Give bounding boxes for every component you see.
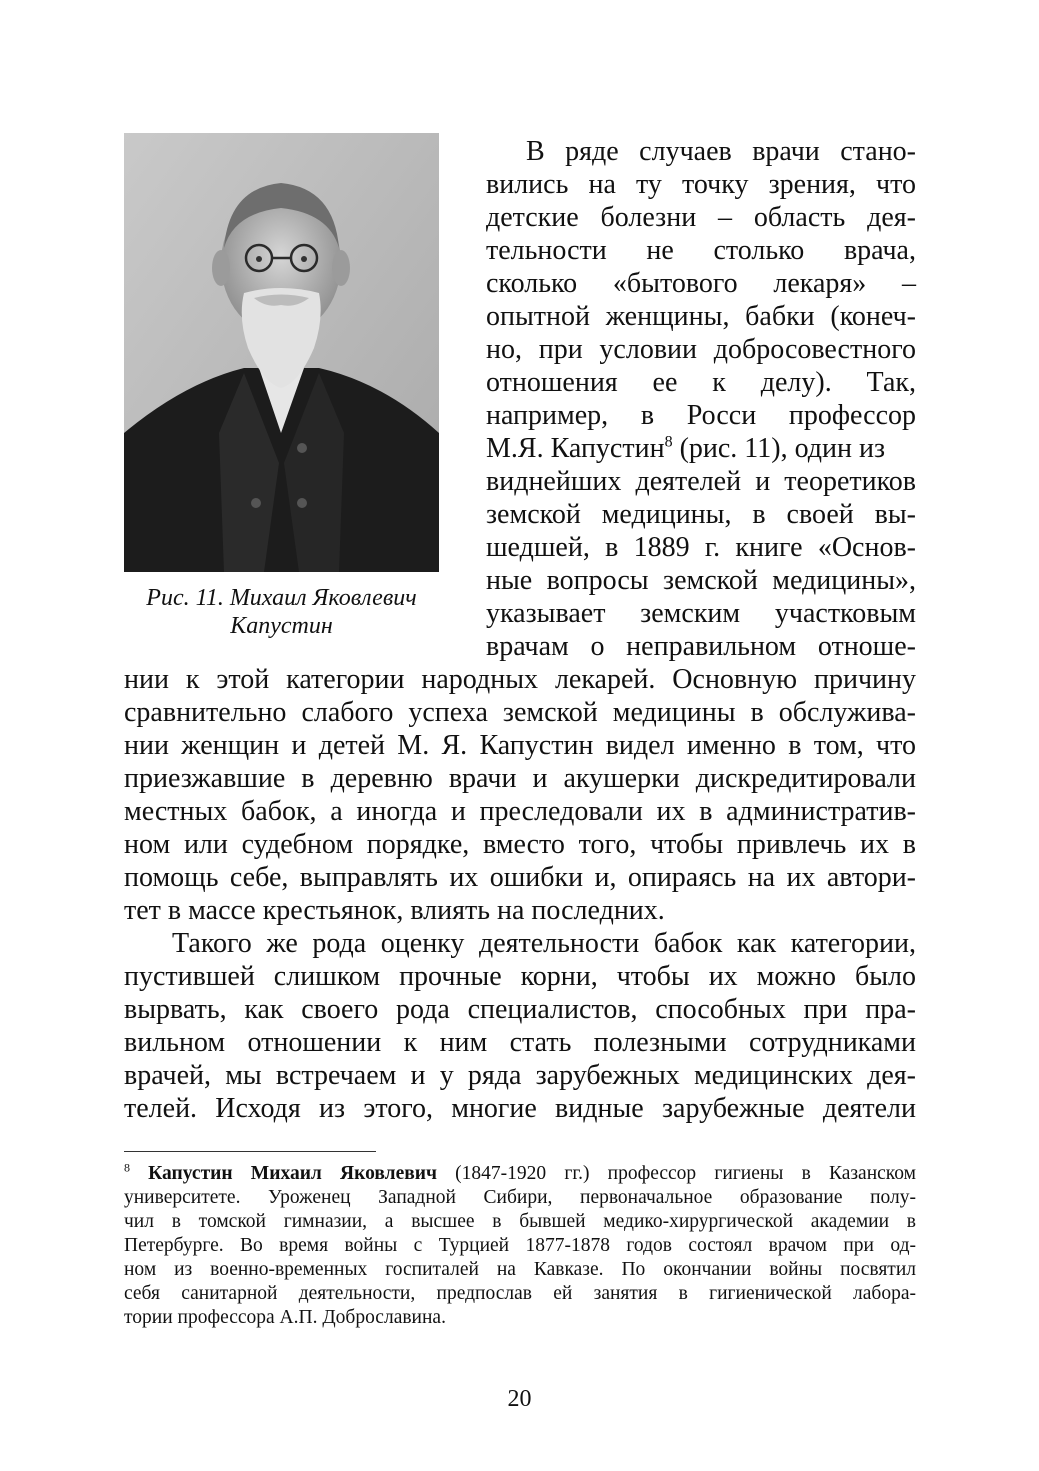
caption-line-2: Капустин: [230, 613, 333, 639]
footnote-number: 8: [124, 1160, 130, 1175]
text-line: нии к этой категории народных лекарей. Основную причину: [124, 664, 916, 695]
footnote-divider: [124, 1151, 376, 1152]
footnote-line: ном из военно-временных госпиталей на Кавказе. По окончании войны посвятил: [124, 1259, 916, 1280]
footnote-line: чил в томской гимназии, а высшее в бывшей медико-хирургической академии в: [124, 1211, 916, 1232]
text-line: вильном отношении к ним стать полезными сотрудниками: [124, 1027, 916, 1058]
text-line: врачам о неправильном отноше-: [486, 631, 916, 662]
footnote-person-name: Капустин Михаил Яковлевич: [148, 1163, 437, 1184]
text-span: М.Я. Капустин: [486, 433, 665, 464]
text-line: опытной женщины, бабки (конеч-: [486, 301, 916, 332]
text-line: но, при условии добросовестного: [486, 334, 916, 365]
text-line: ные вопросы земской медицины»,: [486, 565, 916, 596]
text-line: указывает земским участковым: [486, 598, 916, 629]
text-line: тет в массе крестьянок, влиять на последних.: [124, 895, 665, 926]
text-line: телей. Исходя из этого, многие видные зарубежные деятели: [124, 1093, 916, 1124]
footnote-line: тории профессора А.П. Доброславина.: [124, 1307, 446, 1328]
text-line: например, в Росси профессор: [486, 400, 916, 431]
text-line: сравнительно слабого успеха земской медицины в обслужива-: [124, 697, 916, 728]
text-line: нии женщин и детей М. Я. Капустин видел именно в том, что: [124, 730, 916, 761]
figure-caption: [124, 584, 439, 640]
text-line: вились на ту точку зрения, что: [486, 169, 916, 200]
footnote-line: университете. Уроженец Западной Сибири, первоначальное образование полу-: [124, 1187, 916, 1208]
text-line: помощь себе, выправлять их ошибки и, опираясь на их автори-: [124, 862, 916, 893]
footnote-reference[interactable]: 8: [664, 433, 673, 451]
text-line: приезжавшие в деревню врачи и акушерки дискредитировали: [124, 763, 916, 794]
footnote-line: себя санитарной деятельности, предпослав ей занятия в гигиенической лабора-: [124, 1283, 916, 1304]
text-line: земской медицины, в своей вы-: [486, 499, 916, 530]
text-line-with-footnote: [486, 432, 916, 465]
page-number: 20: [507, 1386, 532, 1412]
caption-line-1: Рис. 11. Михаил Яковлевич: [146, 585, 417, 611]
text-line: местных бабок, а иногда и преследовали их в административ-: [124, 796, 916, 827]
text-line: врачей, мы встречаем и у ряда зарубежных медицинских дея-: [124, 1060, 916, 1091]
text-span: (1847-1920 гг.) профессор гигиены в Казанском: [437, 1163, 917, 1184]
text-line: шедшей, в 1889 г. книге «Основ-: [486, 532, 916, 563]
text-line: виднейших деятелей и теоретиков: [486, 466, 916, 497]
text-line: пустившей слишком прочные корни, чтобы их можно было: [124, 961, 916, 992]
text-line: ном или судебном порядке, вместо того, чтобы привлечь их в: [124, 829, 916, 860]
text-line: детские болезни – область дея-: [486, 202, 916, 233]
footnote-line: Петербурге. Во время войны с Турцией 1877-1878 годов состоял врачом при од-: [124, 1235, 916, 1256]
text-span: (рис. 11), один из: [679, 433, 886, 464]
portrait-photo: [124, 133, 439, 572]
footnote-line: [124, 1162, 916, 1186]
text-line: вырвать, как своего рода специалистов, способных при пра-: [124, 994, 916, 1025]
text-line: Такого же рода оценку деятельности бабок как категории,: [172, 928, 916, 959]
text-line: отношения ее к делу). Так,: [486, 367, 916, 398]
text-line: В ряде случаев врачи стано-: [526, 136, 916, 167]
text-line: тельности не столько врача,: [486, 235, 916, 266]
text-line: сколько «бытового лекаря» –: [486, 268, 916, 299]
